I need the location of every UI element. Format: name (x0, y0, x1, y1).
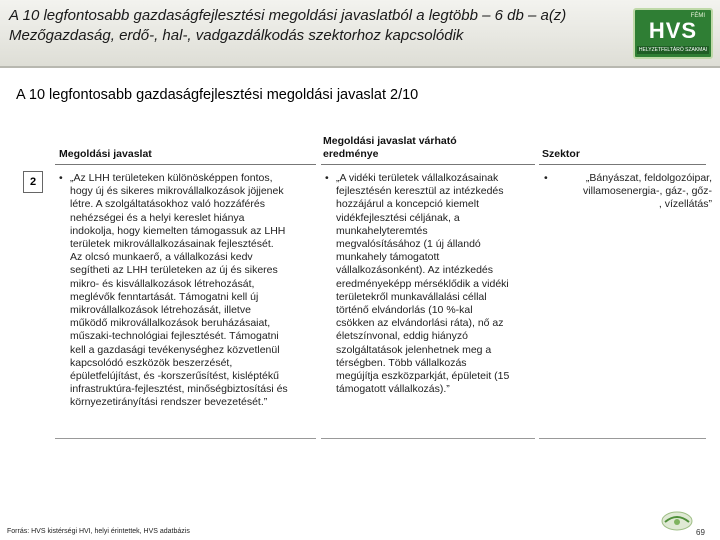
text-line: hozzájárul a koncepció kiemelt (336, 198, 479, 211)
text-line: hogy új és sikeres mikrovállalkozások jöjjenek (70, 185, 284, 198)
text-line: munkahelyteremtés (336, 224, 428, 237)
text-line: segítheti az LHH területeken az új és sikeres (70, 264, 278, 277)
header-sector: Szektor (542, 148, 580, 160)
text-line: épületfelújítást, és -korszerűsítést, kisléptékű (70, 370, 279, 383)
header-rule-sector (539, 164, 706, 165)
text-line: létre. A szolgáltatásokhoz való hozzáférés (70, 198, 265, 211)
hvs-logo (633, 8, 713, 59)
header-solution: Megoldási javaslat (59, 148, 152, 160)
text-line: vállalkozásonként). Az intézkedés (336, 264, 494, 277)
text-line: vidékfejlesztési céljának, a (336, 211, 460, 224)
logo-sub-text: HELYZETFELTÁRÓ SZAKMAI (638, 47, 708, 53)
text-line: kapcsolódó eszközök beszerzését, (70, 356, 233, 369)
text-line: „Az LHH területeken különösképpen fontos, (70, 172, 273, 184)
text-line: mikro- és kisvállalkozások létrehozását, (70, 277, 255, 290)
text-line: , vízellátás” (658, 198, 712, 211)
text-line: munkahely támogatott (336, 251, 440, 264)
text-line: „Bányászat, feldolgozóipar, (585, 172, 712, 184)
cell-result (325, 172, 539, 422)
sector-text (556, 172, 712, 212)
text-line: térségben. Több vállalkozás (336, 356, 467, 369)
text-line: eredményeképp mérséklődik a vidéki (336, 277, 509, 290)
logo-small-text: FÉMI (690, 13, 705, 19)
page-number: 69 (696, 528, 705, 537)
header-rule-result (321, 164, 535, 165)
text-line: történő elvándorlás (10 %-kal (336, 304, 473, 317)
text-line: meglévők fenntartását. Támogatni kell új (70, 290, 259, 303)
text-line: fejlesztésén keresztül az intézkedés (336, 185, 504, 198)
text-line: műszaki-technológiai fejlesztését. Támogatni (70, 330, 279, 343)
cell-solution (59, 172, 321, 438)
text-line: szolgáltatások jelenhetnek meg a (336, 343, 492, 356)
result-text (336, 172, 540, 396)
page-title: A 10 legfontosabb gazdaságfejlesztési megoldási javaslatból a legtöbb – 6 db – a(z) Mezőgazdaság, erdő-, hal-, vadgazdálkodás szektorhoz kapcsolódik (9, 7, 567, 44)
text-line: indokolja, hogy kiemelten támogassuk az LHH (70, 224, 286, 237)
text-line: működő mikrovállalkozások beruházásaiat, (70, 317, 271, 330)
row-rule-result (321, 438, 535, 439)
header-band (0, 0, 720, 66)
cell-sector (544, 172, 710, 222)
footer-logo-icon (660, 510, 694, 532)
source-note: Forrás: HVS kistérségi HVI, helyi érintettek, HVS adatbázis (7, 528, 190, 535)
header-divider (0, 66, 720, 68)
header-rule-solution (55, 164, 316, 165)
solution-text (70, 172, 322, 410)
text-line: megújítja eszközparkját, épületeit (15 (336, 370, 510, 383)
row-rule-solution (55, 438, 316, 439)
text-line: nehézségei és a helyi kereslet hiánya (70, 211, 245, 224)
text-line: villamosenergia-, gáz-, gőz- (583, 185, 712, 198)
text-line: támogatott vállalkozás).” (336, 383, 450, 396)
bullet-sector: • (544, 172, 548, 184)
section-subtitle: A 10 legfontosabb gazdaságfejlesztési megoldási javaslat 2/10 (16, 87, 419, 103)
text-line: mikrovállalkozások létrehozását, illetve (70, 304, 251, 317)
text-line: csökken az elvándorlási ráta), nő az (336, 317, 504, 330)
text-line: életszínvonal, eddig hiányzó (336, 330, 468, 343)
row-number: 2 (23, 171, 43, 193)
bullet-result: • (325, 172, 329, 184)
text-line: infrastruktúra-fejlesztést, minőségbiztosítási és (70, 383, 288, 396)
header-result: Megoldási javaslat várható eredménye (323, 135, 457, 160)
text-line: kell a gazdasági tevékenységhez közvetlenül (70, 343, 280, 356)
logo-main-text: HVS (648, 18, 698, 43)
text-line: „A vidéki területek vállalkozásainak (336, 172, 499, 184)
text-line: területek mikrovállalkozásainak fejlesztését. (70, 238, 274, 251)
text-line: környezetirányítási rendszer bevezetését.” (70, 396, 268, 409)
text-line: megvalósításához (1 új állandó (336, 238, 481, 251)
bullet-solution: • (59, 172, 63, 184)
text-line: Az olcsó munkaerő, a vállalkozási kedv (70, 251, 253, 264)
row-rule-sector (539, 438, 706, 439)
text-line: területekről munkavállalási céllal (336, 290, 487, 303)
